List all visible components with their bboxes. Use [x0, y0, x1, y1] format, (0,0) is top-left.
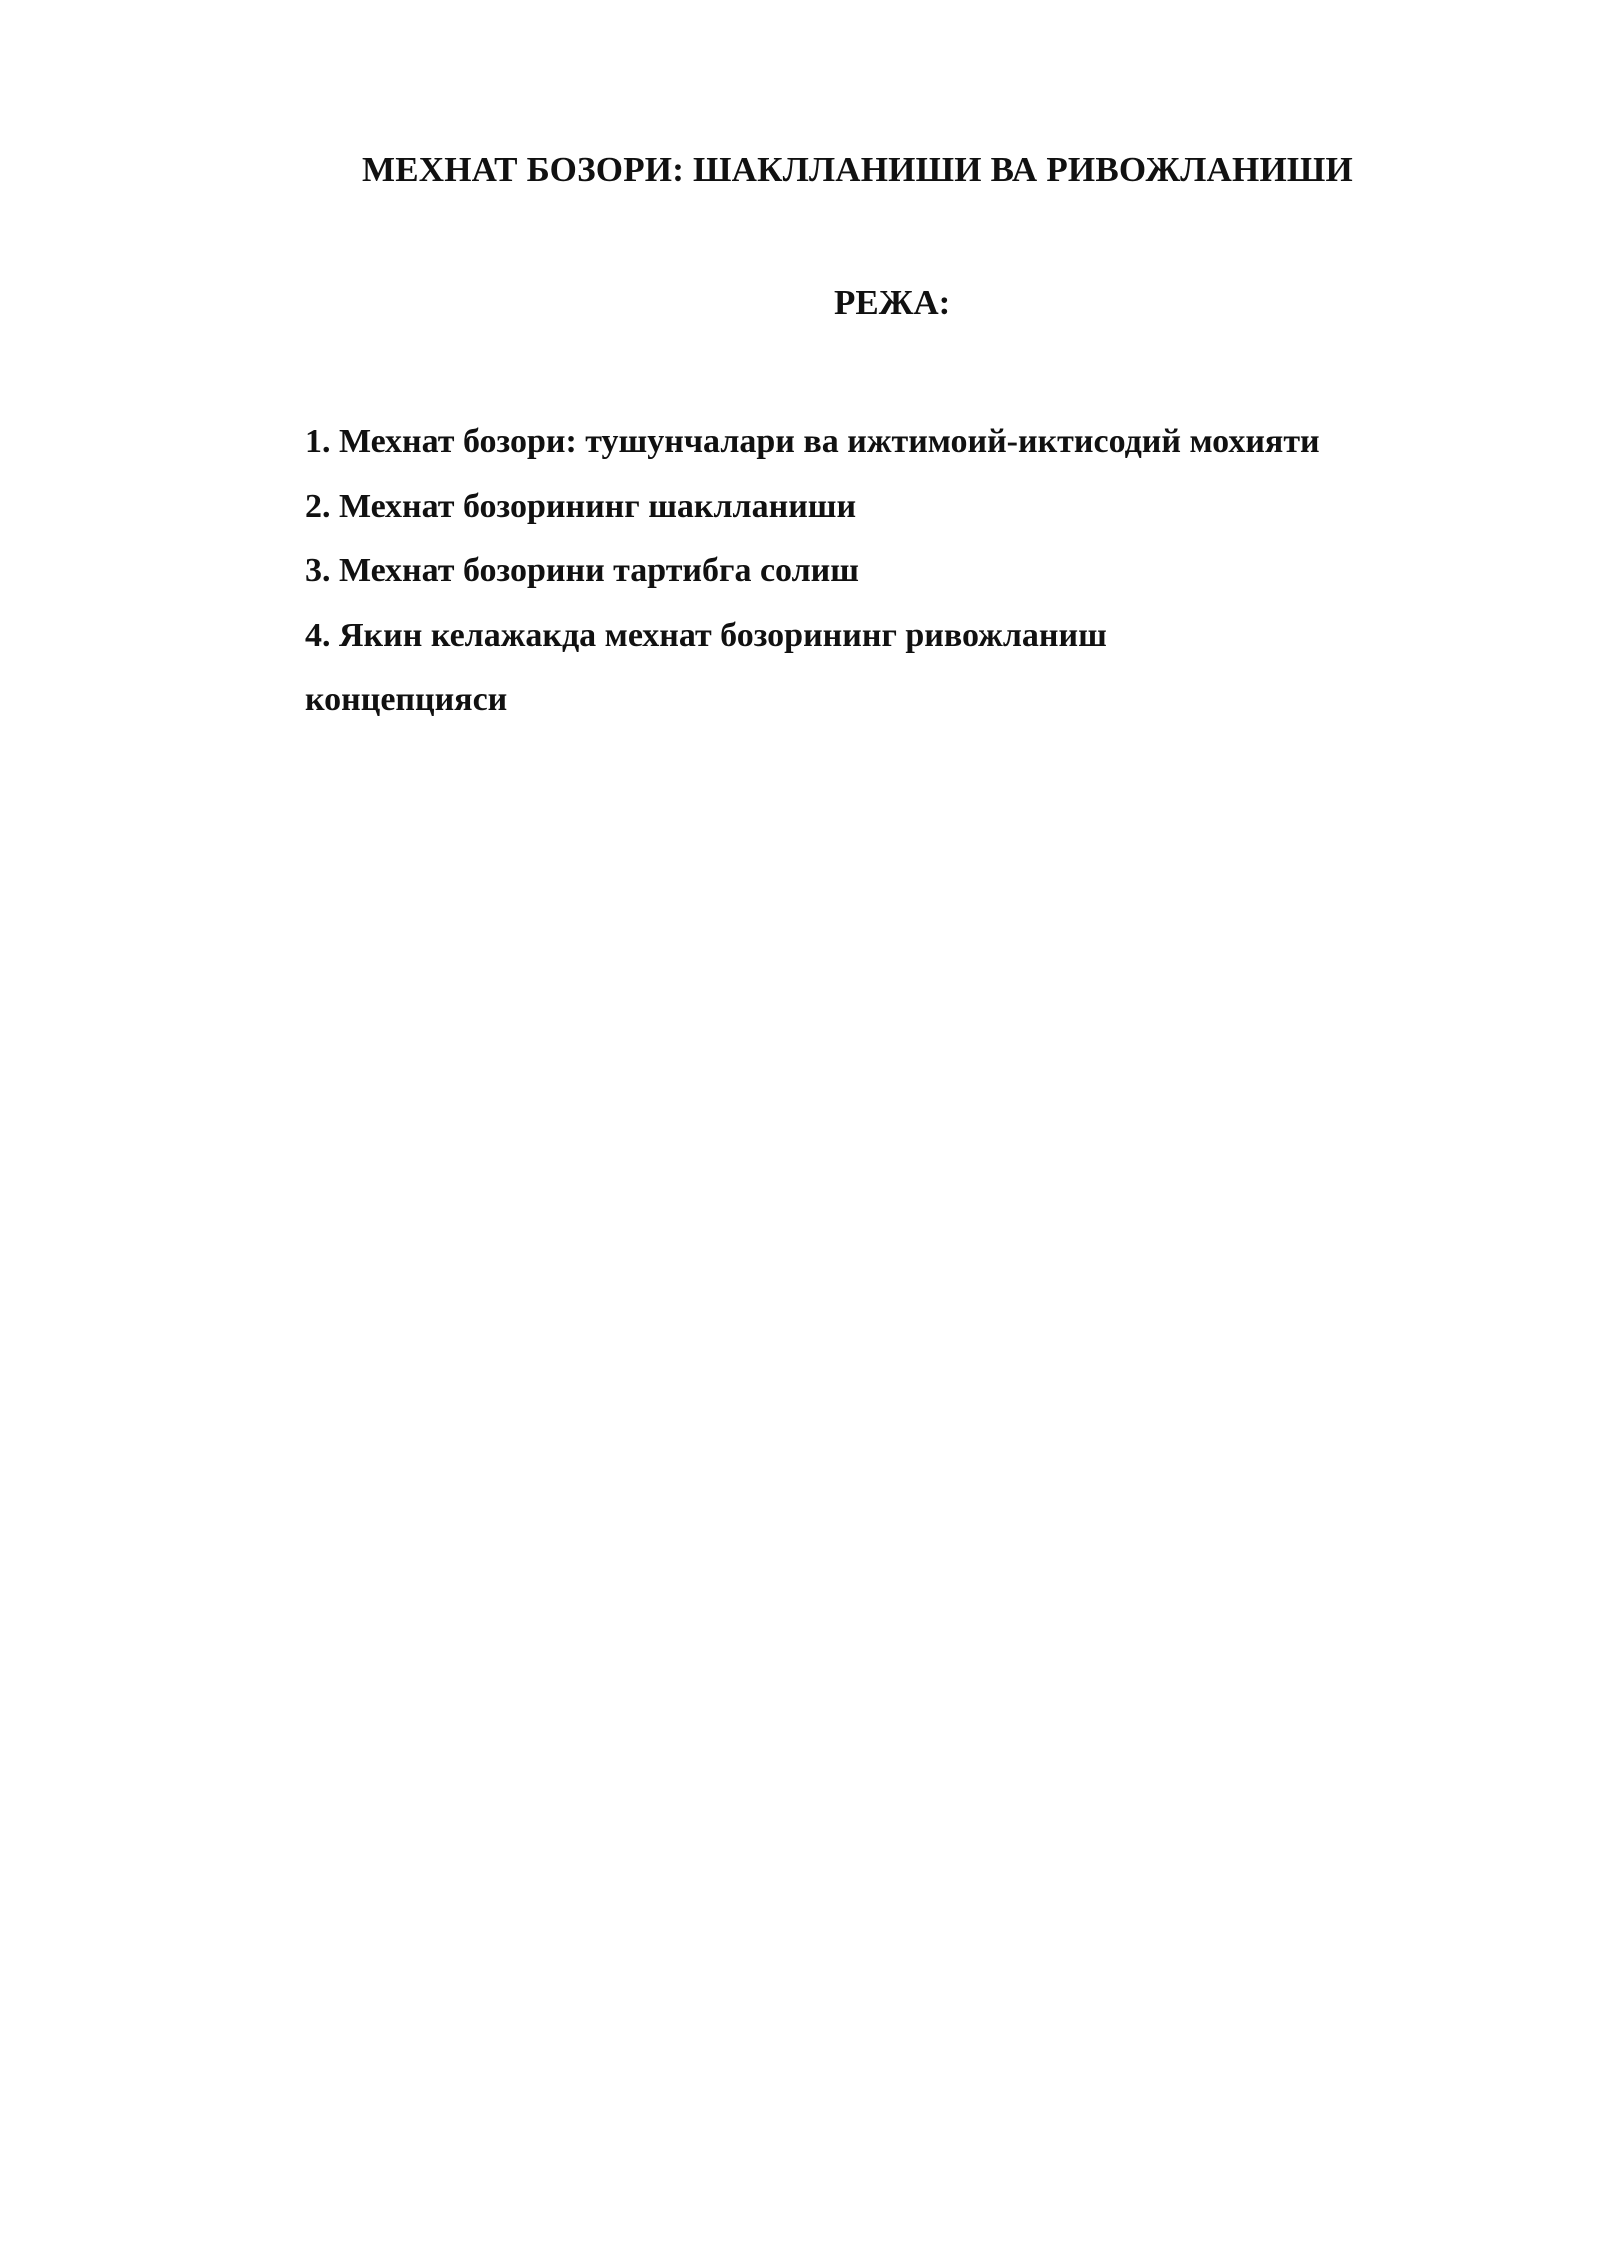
plan-item — [305, 604, 1205, 733]
plan-item-text: Мехнат бозорининг шаклланиши — [339, 487, 857, 525]
plan-heading: РЕЖА: — [834, 283, 951, 322]
plan-item-text: Мехнат бозори: тушунчалари ва ижтимоий-иктисодий мохияти — [339, 423, 1320, 460]
plan-item-text: Мехнат бозорини тартибга солиш — [339, 552, 859, 589]
plan-item-text: Якин келажакда мехнат бозорининг ривожланиш концепцияси — [305, 616, 1107, 718]
plan-item-number: 4. — [305, 616, 339, 654]
plan-item-number: 2. — [305, 487, 339, 525]
plan-item — [305, 539, 1445, 604]
plan-item — [305, 475, 1445, 540]
plan-item-number: 1. — [305, 423, 339, 460]
plan-item — [305, 410, 1445, 475]
document-title: МЕХНАТ БОЗОРИ: ШАКЛЛАНИШИ ВА РИВОЖЛАНИШИ — [362, 150, 1353, 189]
plan-list — [305, 410, 1445, 733]
plan-item-number: 3. — [305, 552, 339, 589]
